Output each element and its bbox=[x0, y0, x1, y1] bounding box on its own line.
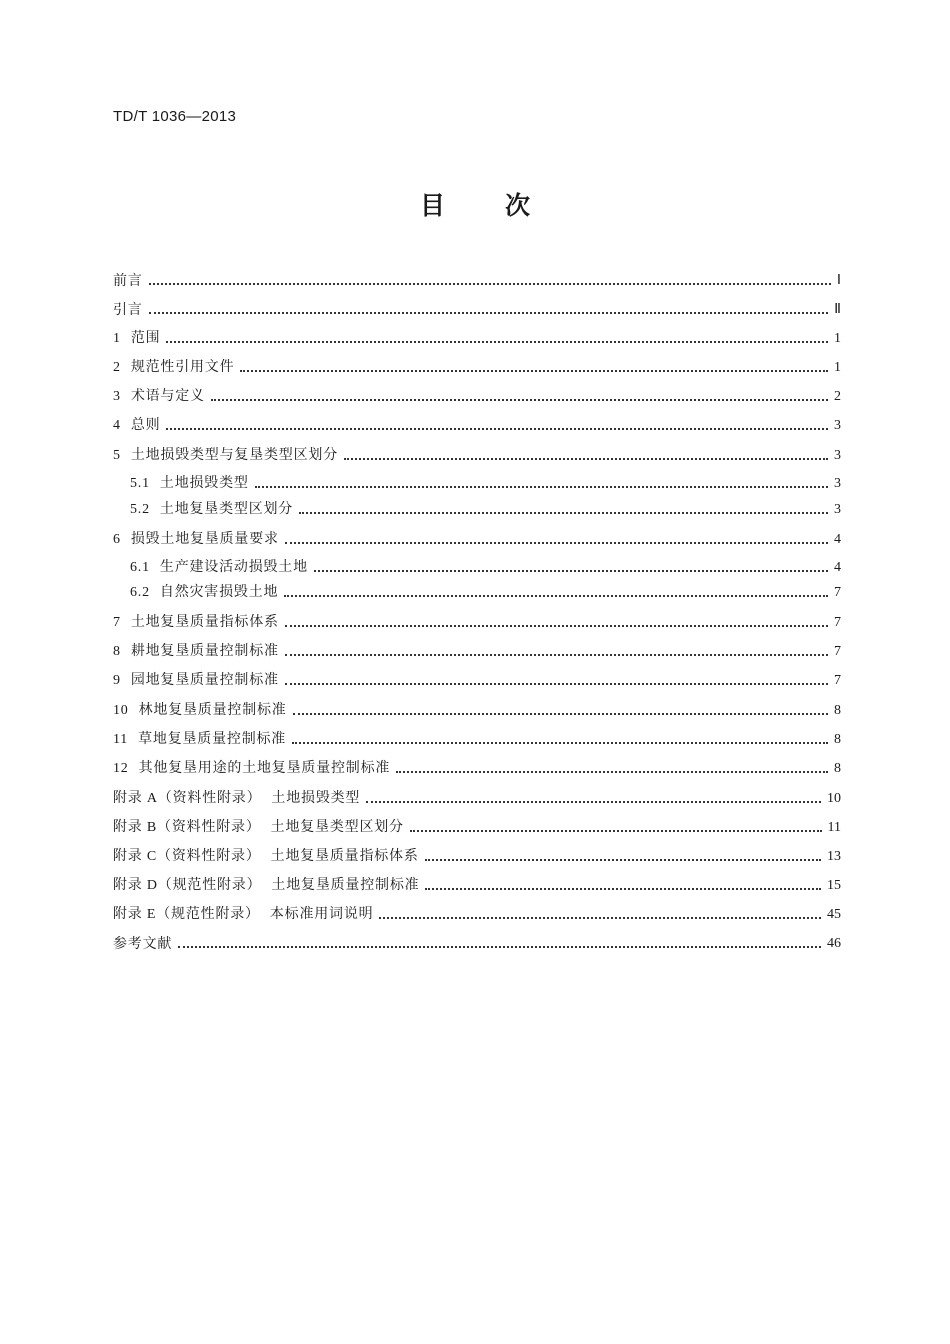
toc-entry-number: 3 bbox=[113, 389, 121, 404]
toc-entry-label: 土地损毁类型 bbox=[159, 475, 249, 491]
toc-entry-number: 9 bbox=[113, 673, 121, 688]
toc-entry-label: 参考文献 bbox=[113, 936, 173, 952]
toc-entry-5[interactable] bbox=[113, 443, 841, 465]
toc-leader-dots bbox=[240, 370, 828, 372]
toc-page-number: 46 bbox=[827, 936, 841, 951]
toc-entry-4[interactable] bbox=[113, 413, 841, 435]
toc-leader-dots bbox=[285, 654, 828, 656]
toc-entry-label: 林地复垦质量控制标准 bbox=[138, 702, 287, 718]
toc-page-number: 15 bbox=[827, 878, 841, 893]
toc-leader-dots bbox=[379, 917, 821, 919]
toc-entry-12[interactable] bbox=[113, 756, 841, 778]
toc-entry-label: 总则 bbox=[130, 417, 161, 433]
toc-entry-6-2[interactable] bbox=[130, 580, 841, 602]
toc-entry-foreword[interactable] bbox=[113, 268, 841, 290]
toc-leader-dots bbox=[178, 946, 821, 948]
title-char-1: 目 bbox=[419, 191, 445, 220]
toc-entry-number: 6 bbox=[113, 532, 121, 547]
toc-entry-number: 附录 E（规范性附录） bbox=[113, 907, 260, 922]
toc-entry-label: 自然灾害损毁土地 bbox=[159, 584, 279, 600]
toc-entry-label: 规范性引用文件 bbox=[130, 359, 235, 375]
toc-entry-appendix-a[interactable] bbox=[113, 786, 841, 808]
toc-page-number: 45 bbox=[827, 907, 841, 922]
title-char-2: 次 bbox=[505, 191, 531, 220]
toc-entry-label: 范围 bbox=[130, 330, 161, 346]
toc-page-number: 13 bbox=[827, 849, 841, 864]
toc-page-number: 8 bbox=[834, 703, 841, 718]
toc-entry-label: 术语与定义 bbox=[130, 388, 205, 404]
toc-entry-appendix-b[interactable] bbox=[113, 815, 841, 837]
toc-page-number: 3 bbox=[834, 448, 841, 463]
toc-page-number: 4 bbox=[834, 560, 841, 575]
toc-page-number: 2 bbox=[834, 389, 841, 404]
toc-entry-label: 土地复垦类型区划分 bbox=[159, 501, 294, 517]
toc-entry-number: 附录 C（资料性附录） bbox=[113, 849, 261, 864]
toc-page-number: 4 bbox=[834, 532, 841, 547]
toc-page-number: 7 bbox=[834, 644, 841, 659]
toc-entry-label: 引言 bbox=[113, 302, 143, 318]
toc-entry-label: 土地损毁类型与复垦类型区划分 bbox=[130, 447, 339, 463]
toc-entry-number: 11 bbox=[113, 732, 129, 747]
toc-entry-label: 损毁土地复垦质量要求 bbox=[130, 531, 279, 547]
toc-leader-dots bbox=[149, 312, 829, 314]
toc-entry-8[interactable] bbox=[113, 639, 841, 661]
toc-entry-number: 5 bbox=[113, 448, 121, 463]
toc-entry-label: 园地复垦质量控制标准 bbox=[130, 672, 279, 688]
toc-leader-dots bbox=[285, 542, 828, 544]
toc-entry-3[interactable] bbox=[113, 384, 841, 406]
toc-leader-dots bbox=[425, 859, 821, 861]
toc-entry-number: 8 bbox=[113, 644, 121, 659]
toc-entry-number: 12 bbox=[113, 761, 129, 776]
toc-page-number: 1 bbox=[834, 360, 841, 375]
toc-entry-11[interactable] bbox=[113, 727, 841, 749]
toc-leader-dots bbox=[366, 801, 821, 803]
toc-leader-dots bbox=[293, 713, 828, 715]
toc-leader-dots bbox=[284, 595, 828, 597]
toc-entry-number: 6.1 bbox=[130, 560, 150, 575]
standard-code: TD/T 1036—2013 bbox=[113, 108, 237, 125]
toc-leader-dots bbox=[166, 428, 828, 430]
toc-page-number: 8 bbox=[834, 732, 841, 747]
toc-entry-number: 5.2 bbox=[130, 502, 150, 517]
toc-page-number: 10 bbox=[827, 791, 841, 806]
toc-leader-dots bbox=[425, 888, 821, 890]
toc-entry-5-2[interactable] bbox=[130, 497, 841, 519]
toc-entry-5-1[interactable] bbox=[130, 471, 841, 493]
toc-entry-number: 2 bbox=[113, 360, 121, 375]
toc-entry-appendix-c[interactable] bbox=[113, 844, 841, 866]
toc-page-number: 3 bbox=[834, 502, 841, 517]
toc-entry-label: 草地复垦质量控制标准 bbox=[138, 731, 287, 747]
toc-page-number: 8 bbox=[834, 761, 841, 776]
toc-entry-label: 其他复垦用途的土地复垦质量控制标准 bbox=[138, 760, 391, 776]
toc-entry-9[interactable] bbox=[113, 668, 841, 690]
toc-leader-dots bbox=[166, 341, 828, 343]
toc-leader-dots bbox=[255, 486, 828, 488]
toc-leader-dots bbox=[285, 625, 828, 627]
toc-entry-10[interactable] bbox=[113, 698, 841, 720]
toc-page-number: 7 bbox=[834, 615, 841, 630]
toc-entry-label: 生产建设活动损毁土地 bbox=[159, 559, 308, 575]
toc-entry-number: 1 bbox=[113, 331, 121, 346]
toc-leader-dots bbox=[285, 683, 828, 685]
toc-entry-1[interactable] bbox=[113, 326, 841, 348]
toc-entry-label: 土地复垦质量指标体系 bbox=[130, 614, 279, 630]
toc-leader-dots bbox=[299, 512, 828, 514]
toc-page-number: 3 bbox=[834, 476, 841, 491]
toc-entry-number: 5.1 bbox=[130, 476, 150, 491]
toc-entry-appendix-e[interactable] bbox=[113, 902, 841, 924]
toc-leader-dots bbox=[396, 771, 828, 773]
toc-entry-label: 本标准用词说明 bbox=[269, 906, 374, 922]
toc-entry-number: 附录 A（资料性附录） bbox=[113, 791, 262, 806]
toc-page-number: 11 bbox=[827, 820, 841, 835]
toc-entry-label: 土地复垦质量控制标准 bbox=[271, 877, 420, 893]
toc-page-number: 3 bbox=[834, 418, 841, 433]
toc-entry-2[interactable] bbox=[113, 355, 841, 377]
toc-page-number: 7 bbox=[834, 585, 841, 600]
toc-entry-6[interactable] bbox=[113, 527, 841, 549]
toc-page-number: Ⅰ bbox=[836, 273, 841, 288]
toc-entry-6-1[interactable] bbox=[130, 555, 841, 577]
toc-entry-number: 附录 D（规范性附录） bbox=[113, 878, 262, 893]
toc-entry-number: 6.2 bbox=[130, 585, 150, 600]
toc-entry-label: 土地损毁类型 bbox=[271, 790, 361, 806]
toc-leader-dots bbox=[314, 570, 828, 572]
toc-entry-number: 4 bbox=[113, 418, 121, 433]
toc-entry-appendix-d[interactable] bbox=[113, 873, 841, 895]
toc-leader-dots bbox=[410, 830, 822, 832]
toc-entry-label: 土地复垦类型区划分 bbox=[270, 819, 404, 835]
toc-entry-number: 附录 B（资料性附录） bbox=[113, 820, 261, 835]
toc-leader-dots bbox=[211, 399, 828, 401]
toc-entry-references[interactable] bbox=[113, 931, 841, 953]
toc-leader-dots bbox=[149, 283, 831, 285]
toc-page-number: 7 bbox=[834, 673, 841, 688]
toc-entry-introduction[interactable] bbox=[113, 297, 841, 319]
toc-entry-label: 耕地复垦质量控制标准 bbox=[130, 643, 279, 659]
toc-entry-label: 土地复垦质量指标体系 bbox=[270, 848, 419, 864]
toc-leader-dots bbox=[292, 742, 828, 744]
toc-page-number: 1 bbox=[834, 331, 841, 346]
toc-entry-7[interactable] bbox=[113, 610, 841, 632]
toc-entry-label: 前言 bbox=[113, 273, 143, 289]
toc-entry-number: 7 bbox=[113, 615, 121, 630]
toc-page-number: Ⅱ bbox=[834, 302, 841, 317]
toc-leader-dots bbox=[344, 458, 828, 460]
toc-entry-number: 10 bbox=[113, 703, 129, 718]
